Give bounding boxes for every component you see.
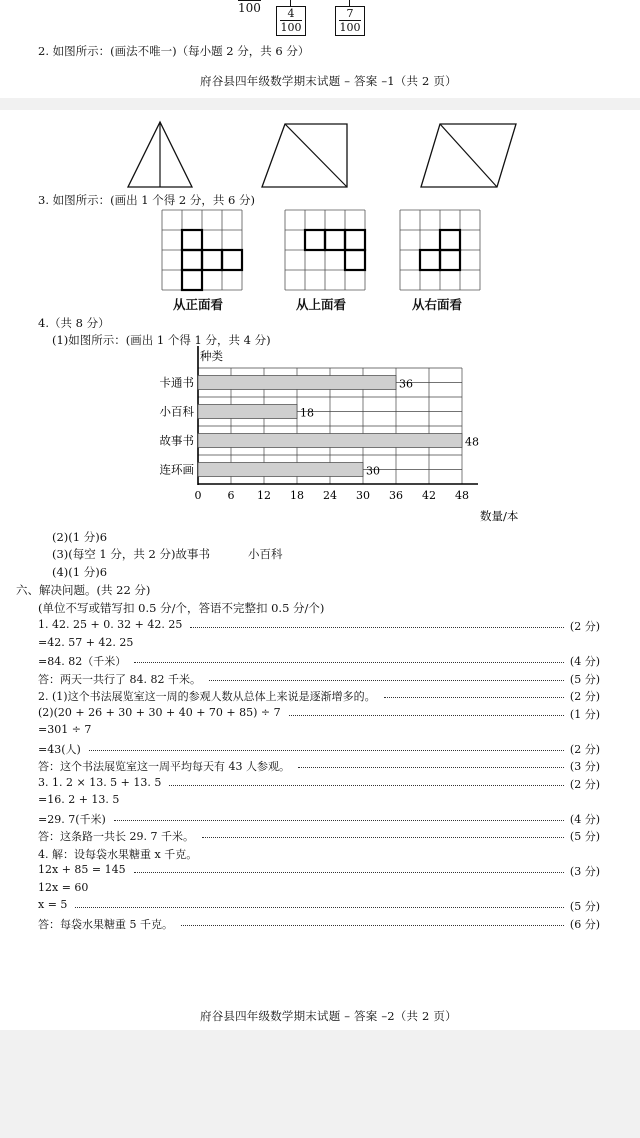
- solution-text: 答：两天一共行了 84. 82 千米。: [38, 672, 201, 686]
- score-label: (4 分): [569, 812, 600, 826]
- answer-page-1-fragment: [0, 0, 640, 98]
- shaded-cell: [305, 230, 325, 250]
- bar-1: [198, 376, 396, 390]
- score-label: (4 分): [569, 655, 600, 668]
- question-2-heading: 2. 如图所示：(画法不唯一)（每小题 2 分，共 6 分）: [38, 44, 310, 58]
- question-4-part-3: (3)(每空 1 分，共 2 分)故事书: [52, 547, 211, 561]
- dotted-leader: [289, 715, 564, 716]
- question-4-part-2: (2)(1 分)6: [52, 530, 108, 544]
- solution-row: [38, 863, 600, 879]
- view-label-front: 从正面看: [173, 297, 224, 312]
- dotted-leader: [169, 785, 564, 786]
- tick-label: 18: [290, 489, 304, 502]
- solution-row: [38, 688, 600, 704]
- solution-row: [38, 723, 600, 739]
- category-label: 卡通书: [159, 375, 194, 390]
- y-axis-label: 种类: [200, 349, 223, 363]
- shaded-cell: [202, 250, 222, 270]
- solution-row: [38, 706, 600, 722]
- solution-row: [38, 898, 600, 914]
- dotted-leader: [181, 925, 564, 926]
- value-label: 48: [465, 435, 479, 449]
- parallelogram-shape: [421, 124, 516, 187]
- score-label: (6 分): [569, 917, 600, 931]
- shaded-cell: [440, 250, 460, 270]
- solution-text: (2)(20 + 26 + 30 + 30 + 40 + 70 + 85) ÷ 7: [38, 705, 281, 719]
- tick-label: 12: [257, 489, 271, 502]
- shaded-cell: [345, 250, 365, 270]
- solution-row: [38, 793, 600, 809]
- solution-row: [38, 653, 600, 669]
- shapes-drawing: [0, 110, 640, 190]
- dotted-leader: [89, 750, 564, 751]
- solution-row: [38, 636, 600, 652]
- value-label: 18: [300, 406, 314, 420]
- bar-2: [198, 405, 297, 419]
- solution-text: 答：这条路一共长 29. 7 千米。: [38, 830, 194, 843]
- category-label: 小百科: [159, 404, 194, 419]
- triangle-shape: [128, 122, 192, 187]
- tick-label: 24: [323, 489, 337, 502]
- tick-label: 36: [389, 489, 403, 502]
- score-label: (2 分): [569, 690, 600, 703]
- solution-text: =42. 57 + 42. 25: [38, 635, 134, 649]
- dotted-leader: [209, 680, 564, 681]
- solution-row: [38, 881, 600, 897]
- solution-text: 1. 42. 25 + 0. 32 + 42. 25: [38, 618, 183, 631]
- question-3-heading: 3. 如图所示：(画出 1 个得 2 分，共 6 分): [38, 193, 255, 207]
- chart-category-labels: [160, 376, 195, 477]
- grids-group: [162, 210, 480, 290]
- solution-text: 4. 解：设每袋水果糖重 x 千克。: [38, 847, 198, 861]
- x-axis-label: 数量/本: [480, 509, 519, 523]
- shaded-cell: [325, 230, 345, 250]
- score-label: (3 分): [569, 760, 600, 773]
- grid-front-view: [162, 210, 242, 290]
- score-label: (2 分): [569, 742, 600, 756]
- tick-label: 42: [422, 489, 436, 502]
- question-4-part-4: (4)(1 分)6: [52, 565, 108, 579]
- question-4-heading: 4.（共 8 分）: [38, 316, 110, 330]
- section-6-note: (单位不写或错写扣 0.5 分/个，答语不完整扣 0.5 分/个): [38, 601, 325, 615]
- score-label: (2 分): [569, 777, 600, 791]
- section-6-title: 六、解决问题。(共 22 分): [16, 583, 151, 597]
- answer-page-2: [0, 110, 640, 1030]
- solution-text: =84. 82（千米）: [38, 655, 127, 668]
- question-4-part-3-second: 小百科: [248, 547, 283, 561]
- value-label: 36: [399, 377, 413, 391]
- shaded-cell: [420, 250, 440, 270]
- solution-text: 2. (1)这个书法展览室这一周的参观人数从总体上来说是逐渐增多的。: [38, 690, 376, 703]
- score-label: (5 分): [569, 672, 600, 686]
- shaded-cell: [440, 230, 460, 250]
- dotted-leader: [134, 662, 564, 663]
- tick-label: 30: [356, 489, 370, 502]
- dotted-leader: [114, 820, 564, 821]
- tick-label: 48: [455, 489, 469, 502]
- trapezoid-shape: [262, 124, 347, 187]
- fraction-box-2: $\frac{7}{100}$: [335, 6, 365, 36]
- solution-row: [38, 846, 600, 862]
- page-footer-1: 府谷县四年级数学期末试题 – 答案 –1（共 2 页）: [200, 74, 457, 88]
- dotted-leader: [298, 767, 564, 768]
- dotted-leader: [134, 872, 564, 873]
- grid-right-view: [400, 210, 480, 290]
- solution-row: [38, 916, 600, 932]
- bar-4: [198, 463, 363, 477]
- solution-row: [38, 618, 600, 634]
- category-label: 故事书: [159, 433, 194, 448]
- solution-text: =16. 2 + 13. 5: [38, 793, 120, 806]
- solution-text: 答：这个书法展览室这一周平均每天有 43 人参观。: [38, 760, 290, 773]
- dotted-leader: [384, 697, 564, 698]
- dotted-leader: [75, 907, 564, 908]
- shaded-cell: [222, 250, 242, 270]
- score-label: (3 分): [569, 865, 600, 878]
- tick-label: 0: [194, 489, 202, 502]
- shaded-cell: [345, 230, 365, 250]
- shaded-cell: [182, 250, 202, 270]
- chart-tick-labels: [195, 489, 470, 502]
- solution-row: [38, 828, 600, 844]
- bar-chart: [0, 346, 640, 526]
- page-footer-2: 府谷县四年级数学期末试题 – 答案 –2（共 2 页）: [200, 1009, 457, 1023]
- shaded-cell: [182, 270, 202, 290]
- dotted-leader: [202, 837, 564, 838]
- solution-text: =301 ÷ 7: [38, 723, 92, 736]
- question-4-part-1: (1)如图所示：(画出 1 个得 1 分，共 4 分): [52, 333, 271, 347]
- view-label-right: 从右面看: [412, 297, 463, 312]
- shaded-cell: [182, 230, 202, 250]
- solution-row: [38, 776, 600, 792]
- score-label: (1 分): [569, 707, 600, 721]
- solution-rows: [38, 618, 600, 938]
- fraction-box-1: $\frac{4}{100}$: [276, 6, 306, 36]
- tick-label: 6: [227, 489, 235, 502]
- solution-text: 12x + 85 = 145: [38, 863, 126, 876]
- solution-text: x = 5: [38, 898, 68, 911]
- solution-row: [38, 671, 600, 687]
- solution-row: [38, 811, 600, 827]
- solution-text: 3. 1. 2 × 13. 5 + 13. 5: [38, 775, 162, 789]
- score-label: (2 分): [569, 620, 600, 633]
- solution-row: [38, 741, 600, 757]
- grid-top-view: [285, 210, 365, 290]
- category-label: 连环画: [159, 462, 194, 477]
- bar-3: [198, 434, 462, 448]
- score-label: (5 分): [569, 900, 600, 913]
- solution-text: =43(人): [38, 742, 81, 756]
- view-grids: [0, 208, 640, 298]
- score-label: (5 分): [569, 830, 600, 843]
- solution-text: =29. 7(千米): [38, 812, 106, 826]
- value-label: 30: [366, 464, 380, 478]
- dotted-leader: [190, 627, 564, 628]
- partial-fraction-denominator: 100: [238, 1, 261, 15]
- solution-row: [38, 758, 600, 774]
- solution-text: 答：每袋水果糖重 5 千克。: [38, 917, 173, 931]
- view-label-top: 从上面看: [296, 297, 347, 312]
- solution-text: 12x = 60: [38, 880, 89, 894]
